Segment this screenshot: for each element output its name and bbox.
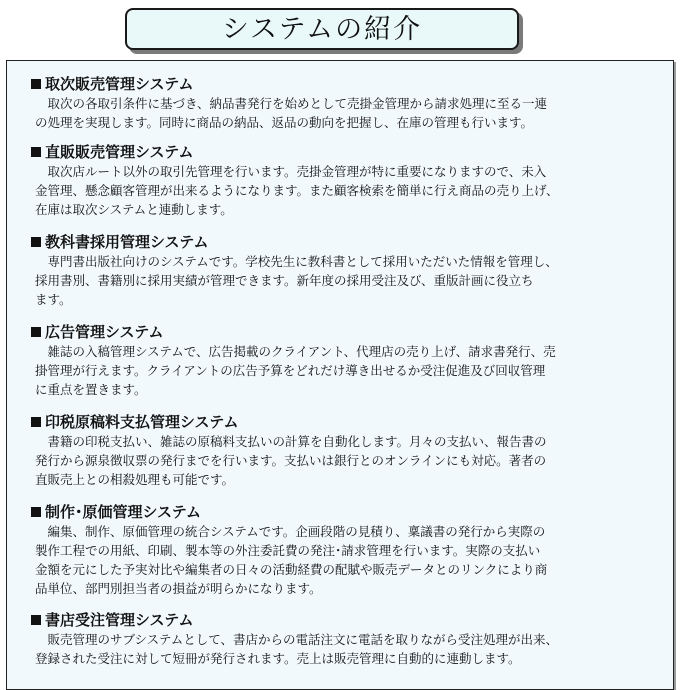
description-line: 金額を元にした予実対比や編集者の日々の活動経費の配賦や販売データとのリンクにより商: [35, 562, 548, 577]
section-chokuhan: [31, 143, 659, 219]
description-line: 製作工程での用紙、印刷、製本等の外注委託費の発注･請求管理を行います。実際の支払い: [35, 543, 541, 558]
description-line: 直販売上との相殺処理も可能です。: [35, 472, 235, 487]
page-title: システムの紹介: [221, 13, 423, 45]
section-heading-text: 印税原稿料支払管理システム: [45, 413, 239, 431]
section-description: [31, 630, 659, 668]
section-kokoku: [31, 323, 659, 399]
description-line: 編集、制作、原価管理の統合システムです。企画段階の見積り、稟議書の発行から実際の: [35, 524, 546, 539]
square-bullet-icon: [31, 147, 41, 157]
description-line: 品単位、部門別担当者の損益が明らかになります。: [35, 581, 322, 596]
section-inzei: [31, 413, 659, 489]
description-line: 書籍の印税支払い、雑誌の原稿料支払いの計算を自動化します。月々の支払い、報告書の: [35, 434, 547, 449]
section-heading-text: 広告管理システム: [45, 323, 164, 341]
section-heading: [31, 75, 659, 93]
section-description: [31, 94, 659, 132]
section-description: [31, 522, 659, 598]
section-heading: [31, 413, 659, 431]
section-heading-text: 制作･原価管理システム: [45, 503, 202, 521]
square-bullet-icon: [31, 237, 41, 247]
section-description: [31, 342, 659, 399]
section-heading: [31, 143, 659, 161]
square-bullet-icon: [31, 615, 41, 625]
title-banner: [125, 8, 523, 54]
description-line: 専門書出版社向けのシステムです。学校先生に教科書として採用いただいた情報を管理し、: [35, 254, 558, 269]
section-heading-text: 書店受注管理システム: [45, 611, 194, 629]
content-panel: [6, 60, 674, 690]
section-shoten: [31, 611, 659, 668]
description-line: に重点を置きます。: [35, 382, 147, 397]
square-bullet-icon: [31, 79, 41, 89]
description-line: 在庫は取次システムと連動します。: [35, 202, 233, 217]
square-bullet-icon: [31, 417, 41, 427]
description-line: 雑誌の入稿管理システムで、広告掲載のクライアント、代理店の売り上げ、請求書発行、売: [35, 344, 556, 359]
section-kyokasho: [31, 233, 659, 309]
section-heading-text: 取次販売管理システム: [45, 75, 194, 93]
section-heading: [31, 611, 659, 629]
description-line: 採用書別、書籍別に採用実績が管理できます。新年度の採用受注及び、重版計画に役立ち: [35, 273, 534, 288]
description-line: 掛管理が行えます。クライアントの広告予算をどれだけ導き出せるか受注促進及び回収管理: [35, 363, 546, 378]
title-box: [125, 8, 519, 50]
section-description: [31, 432, 659, 489]
section-heading: [31, 503, 659, 521]
description-line: 発行から源泉徴収票の発行までを行います。支払いは銀行とのオンラインにも対応。著者の: [35, 453, 547, 468]
description-line: の処理を実現します。同時に商品の納品、返品の動向を把握し、在庫の管理も行います。: [35, 115, 534, 130]
section-heading-text: 教科書採用管理システム: [45, 233, 209, 251]
section-heading: [31, 323, 659, 341]
section-heading: [31, 233, 659, 251]
section-toritsugi: [31, 75, 659, 132]
square-bullet-icon: [31, 507, 41, 517]
description-line: 販売管理のサブシステムとして、書店からの電話注文に電話を取りながら受注処理が出来、: [35, 632, 559, 647]
description-line: 取次の各取引条件に基づき、納品書発行を始めとして売掛金管理から請求処理に至る一連: [35, 96, 548, 111]
section-heading-text: 直販販売管理システム: [45, 143, 194, 161]
section-seisaku: [31, 503, 659, 598]
description-line: ます。: [35, 292, 72, 307]
section-description: [31, 162, 659, 219]
description-line: 取次店ルート以外の取引先管理を行います。売掛金管理が特に重要になりますので、未入: [35, 164, 547, 179]
description-line: 登録された受注に対して短冊が発行されます。売上は販売管理に自動的に連動します。: [35, 651, 521, 666]
description-line: 金管理、懸念顧客管理が出来るようになります。また顧客検索を簡単に行え商品の売り上げ、: [35, 183, 559, 198]
section-description: [31, 252, 659, 309]
square-bullet-icon: [31, 327, 41, 337]
